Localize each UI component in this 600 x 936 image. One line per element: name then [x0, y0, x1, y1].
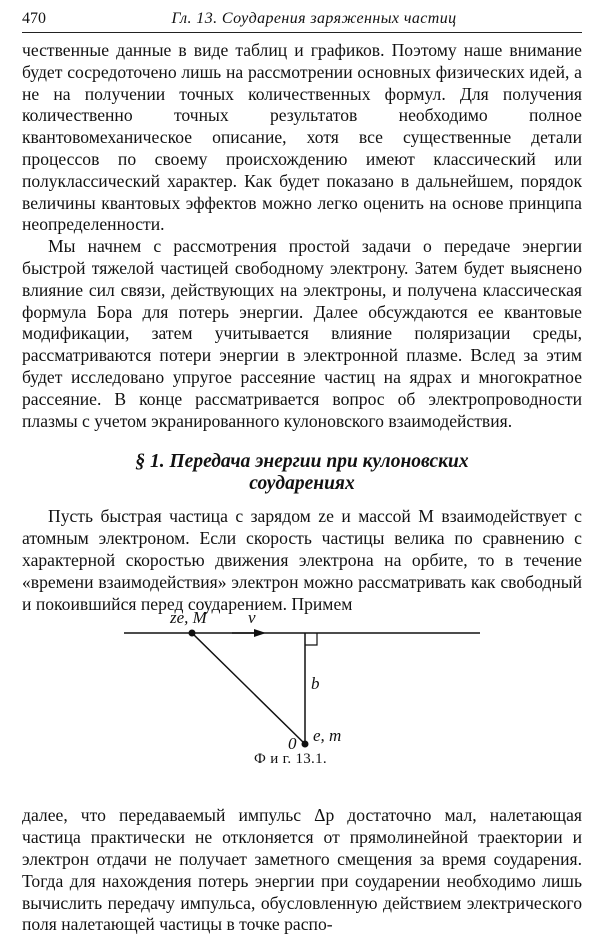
running-header	[22, 10, 582, 33]
particle-dot	[189, 630, 196, 637]
running-title: Гл. 13. Соударения заряженных частиц	[171, 10, 457, 27]
origin-label: 0	[288, 734, 297, 754]
paragraph-4: далее, что передаваемый импульс Δp достаточно мал, налетающая частица практически не отклоняется от прямолинейной траектории и электрон отдачи не получает заметного смещения за время соударения. Тогда для нахождения потерь энергии при соударении необходимо лишь вычислить передачу импульса, обусловленную действием электрического поля налетающей частицы в точке распо-	[22, 805, 582, 935]
section-heading-line-2: соударениях	[249, 473, 355, 495]
paragraph-2: Мы начнем с рассмотрения простой задачи о передаче энергии быстрой тяжелой частицей свободному электрону. Затем будет выяснено влияние сил связи, действующих на электроны, и получена классическая формула Бора для потерь энергии. Далее обсуждаются ее квантовые модификации, затем учитывается влияние поляризации среды, рассматриваются потери энергии в электронной плазме. Вслед за этим будет исследовано упругое рассеяние частиц на ядрах и многократное рассеяние. В конце рассматривается вопрос об электропроводности плазмы с учетом экранированного кулоновского взаимодействия.	[22, 236, 582, 431]
paragraph-1: чественные данные в виде таблиц и графиков. Поэтому наше внимание будет сосредоточено лишь на рассмотрении основных физических идей, а не на получении точных количественных формул. Для получения количественно точных результатов необходимо полное квантовомеханическое описание, хотя все существенные детали процессов по своему происхождению имеют классический или полуклассический характер. Как будет показано в дальнейшем, порядок величины квантовых эффектов можно легко оценить на основе принципа неопределенности.	[22, 40, 582, 235]
impact-parameter-label: b	[311, 674, 320, 694]
figure-13-1	[22, 608, 582, 797]
velocity-label: v	[248, 608, 256, 628]
distance-line	[192, 633, 305, 744]
section-heading	[22, 451, 582, 495]
velocity-arrowhead	[254, 629, 266, 637]
right-angle-mark	[305, 633, 317, 645]
page-number: 470	[22, 10, 46, 27]
section-heading-line-1: § 1. Передача энергии при кулоновских	[135, 451, 469, 473]
book-page	[22, 10, 582, 936]
figure-caption: Ф и г. 13.1.	[254, 751, 327, 768]
electron-label: e, m	[313, 726, 342, 746]
electron-dot	[302, 741, 309, 748]
paragraph-3: Пусть быстрая частица с зарядом ze и массой M взаимодействует с атомным электроном. Если скорость частицы велика по сравнению с характерной скоростью движения электрона на орбите, то в течение «времени взаимодействия» электрон можно рассматривать как свободный и покоившийся перед соударением. Примем	[22, 506, 582, 614]
particle-label: ze, M	[170, 608, 207, 628]
page-body	[22, 40, 582, 936]
